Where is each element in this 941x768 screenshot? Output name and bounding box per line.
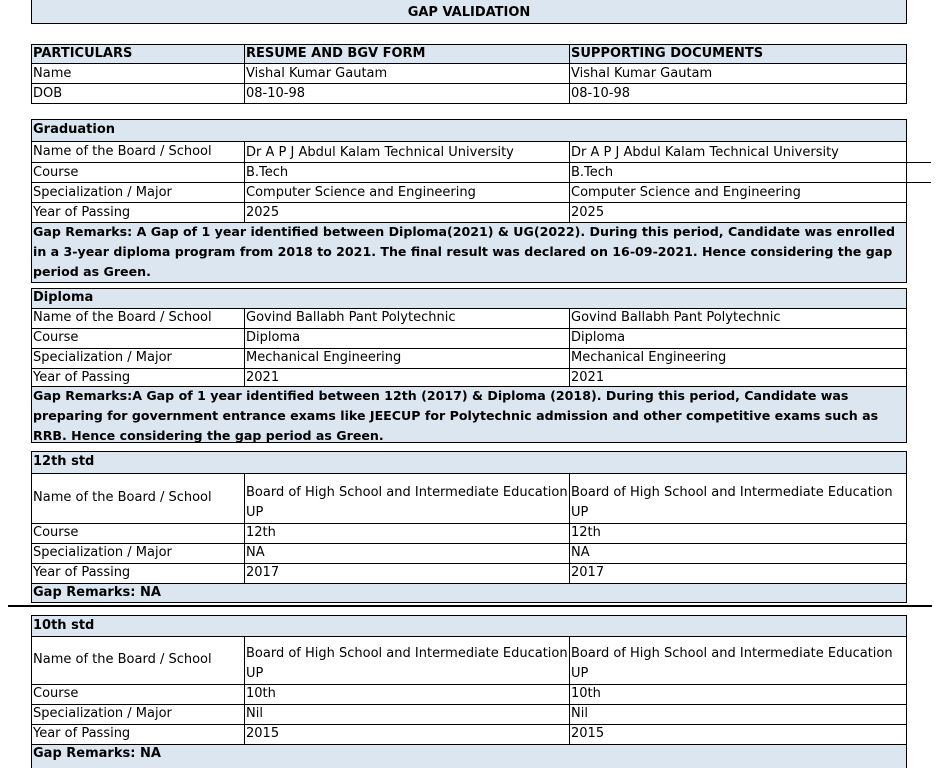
s12-label-spec: Specialization / Major — [33, 545, 172, 560]
grad-docs-course: B.Tech — [571, 165, 614, 180]
header-particulars: PARTICULARS — [33, 46, 133, 61]
row-resume-dob: 08-10-98 — [246, 86, 306, 101]
s12-resume-spec: NA — [246, 545, 265, 560]
row-resume-name: Vishal Kumar Gautam — [246, 66, 388, 81]
s10-label-spec: Specialization / Major — [33, 706, 172, 721]
s10-docs-course: 10th — [571, 686, 601, 701]
s10-docs-year: 2015 — [571, 726, 605, 741]
row-docs-dob: 08-10-98 — [571, 86, 631, 101]
dip-docs-spec: Mechanical Engineering — [571, 350, 727, 365]
std10-heading: 10th std — [33, 618, 95, 633]
grad-label-spec: Specialization / Major — [33, 185, 172, 200]
s12-docs-spec: NA — [571, 545, 590, 560]
grad-label-board: Name of the Board / School — [33, 144, 212, 159]
s10-docs-spec: Nil — [571, 706, 588, 721]
dip-docs-year: 2021 — [571, 370, 605, 385]
s10-docs-board: Board of High School and Intermediate Education UP — [571, 646, 893, 681]
s12-label-board: Name of the Board / School — [33, 490, 212, 505]
s12-docs-course: 12th — [571, 525, 601, 540]
s10-resume-course: 10th — [246, 686, 276, 701]
s10-label-year: Year of Passing — [33, 726, 131, 741]
grad-resume-board: Dr A P J Abdul Kalam Technical University — [246, 145, 514, 160]
grad-resume-year: 2025 — [246, 205, 280, 220]
grad-label-course: Course — [33, 165, 79, 180]
grad-docs-board: Dr A P J Abdul Kalam Technical University — [571, 145, 839, 160]
grad-resume-spec: Computer Science and Engineering — [246, 185, 476, 200]
dip-docs-course: Diploma — [571, 330, 626, 345]
s12-resume-course: 12th — [246, 525, 276, 540]
dip-resume-course: Diploma — [246, 330, 301, 345]
row-label-name: Name — [33, 66, 72, 81]
dip-resume-spec: Mechanical Engineering — [246, 350, 402, 365]
grad-resume-course: B.Tech — [246, 165, 289, 180]
std12-heading: 12th std — [33, 454, 95, 469]
s12-label-year: Year of Passing — [33, 565, 131, 580]
row-docs-name: Vishal Kumar Gautam — [571, 66, 713, 81]
s12-docs-board: Board of High School and Intermediate Education UP — [571, 485, 893, 520]
s10-resume-spec: Nil — [246, 706, 263, 721]
s12-label-course: Course — [33, 525, 79, 540]
dip-label-spec: Specialization / Major — [33, 350, 172, 365]
std12-gap-remark: Gap Remarks: NA — [33, 585, 161, 600]
graduation-heading: Graduation — [33, 122, 116, 137]
s12-docs-year: 2017 — [571, 565, 605, 580]
dip-label-course: Course — [33, 330, 79, 345]
grad-label-year: Year of Passing — [33, 205, 131, 220]
diploma-heading: Diploma — [33, 290, 94, 305]
header-resume: RESUME AND BGV FORM — [246, 46, 426, 61]
row-label-dob: DOB — [33, 86, 63, 101]
dip-label-year: Year of Passing — [33, 370, 131, 385]
page-title: GAP VALIDATION — [407, 5, 531, 20]
grad-docs-spec: Computer Science and Engineering — [571, 185, 801, 200]
dip-resume-board: Govind Ballabh Pant Polytechnic — [246, 310, 456, 325]
std10-gap-remark: Gap Remarks: NA — [33, 746, 161, 761]
diploma-gap-remark: Gap Remarks:A Gap of 1 year identified between 12th (2017) & Diploma (2018). During this period, Candidate was preparing for government entrance exams like JEECUP for Polytechnic admission and other competitive exams such as RRB. Hence considering the gap period as Green. — [33, 388, 879, 443]
dip-docs-board: Govind Ballabh Pant Polytechnic — [571, 310, 781, 325]
s10-resume-board: Board of High School and Intermediate Education UP — [246, 646, 568, 681]
grad-docs-year: 2025 — [571, 205, 605, 220]
page-break-line — [8, 605, 932, 607]
graduation-gap-remark: Gap Remarks: A Gap of 1 year identified between Diploma(2021) & UG(2022). During this period, Candidate was enrolled in a 3-year diploma program from 2018 to 2021. The final result was declared on 16-09-2021. Hence considering the gap period as Green. — [33, 224, 896, 279]
s12-resume-board: Board of High School and Intermediate Education UP — [246, 485, 568, 520]
s10-label-board: Name of the Board / School — [33, 652, 212, 667]
dip-label-board: Name of the Board / School — [33, 310, 212, 325]
s12-resume-year: 2017 — [246, 565, 280, 580]
header-docs: SUPPORTING DOCUMENTS — [571, 46, 764, 61]
dip-resume-year: 2021 — [246, 370, 280, 385]
s10-label-course: Course — [33, 686, 79, 701]
s10-resume-year: 2015 — [246, 726, 280, 741]
